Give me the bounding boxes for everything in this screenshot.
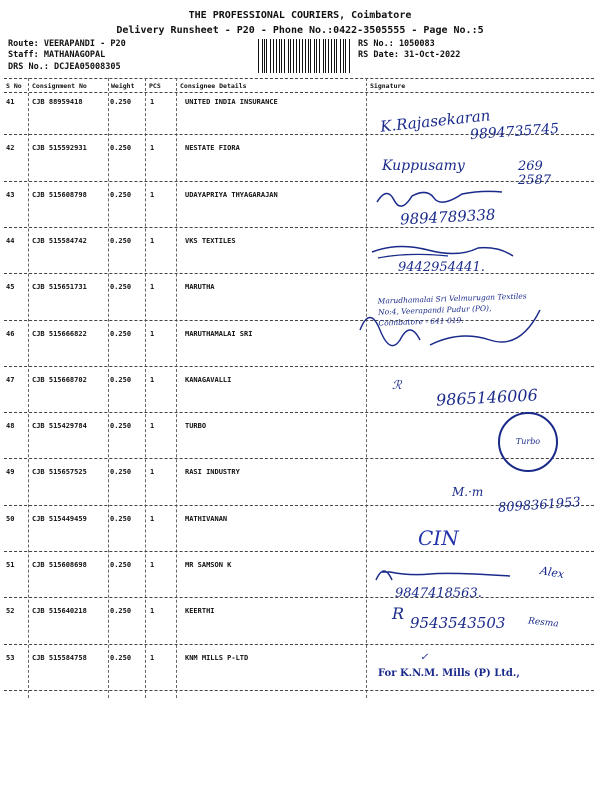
barcode-image xyxy=(258,39,350,73)
row-weight: 0.250 xyxy=(110,561,132,569)
barcode-bar xyxy=(284,39,285,73)
signature-41-phone: 9894735745 xyxy=(469,120,560,144)
row-consignment-no: CJB 515592931 xyxy=(32,144,87,153)
row-consignment-no: CJB 515657525 xyxy=(32,468,87,477)
row-divider xyxy=(4,366,594,367)
row-consignment-no: CJB 515584758 xyxy=(32,653,87,662)
row-weight: 0.250 xyxy=(110,283,132,292)
row-consignment-no: CJB 515668702 xyxy=(32,375,87,384)
row-sno: 53 xyxy=(6,653,15,662)
col-header-pcs: PCS xyxy=(149,82,161,90)
signature-50-text: CIN xyxy=(418,526,459,550)
row-consignee: KANAGAVALLI xyxy=(185,375,232,384)
row-divider xyxy=(4,551,594,552)
barcode-bar xyxy=(314,39,315,73)
company-title: THE PROFESSIONAL COURIERS, Coimbatore xyxy=(188,10,412,21)
col-header-consignee: Consignee Details xyxy=(180,82,247,90)
row-sno: 49 xyxy=(6,468,15,477)
signature-52-mark: R xyxy=(392,604,405,623)
row-pcs: 1 xyxy=(150,561,155,569)
row-pcs: 1 xyxy=(150,375,155,384)
signature-47-mark: ℛ xyxy=(392,378,402,392)
row-consignee: UNITED INDIA INSURANCE xyxy=(185,98,278,106)
row-consignee: TURBO xyxy=(185,422,207,431)
signature-51-scribble xyxy=(370,560,520,586)
row-consignment-no: CJB 515666822 xyxy=(32,329,87,338)
barcode-bar xyxy=(331,39,332,73)
col-header-sno: S No xyxy=(6,82,22,90)
row-consignee: MARUTHA xyxy=(185,283,215,292)
column-divider xyxy=(108,78,109,698)
row-pcs: 1 xyxy=(150,422,155,431)
barcode-bar xyxy=(266,39,267,73)
row-pcs: 1 xyxy=(150,468,155,477)
rs-date: RS Date: 31-Oct-2022 xyxy=(358,50,461,60)
row-weight: 0.250 xyxy=(110,468,132,477)
row-pcs: 1 xyxy=(150,329,155,338)
row-pcs: 1 xyxy=(150,144,155,153)
row-consignee: RASI INDUSTRY xyxy=(185,468,240,477)
row-divider xyxy=(4,412,594,413)
row-sno: 51 xyxy=(6,561,15,569)
barcode-bar xyxy=(319,39,320,73)
signature-43-phone: 9894789338 xyxy=(399,205,496,229)
row-consignment-no: CJB 515640218 xyxy=(32,607,87,616)
row-weight: 0.250 xyxy=(110,236,132,245)
signature-52-name: Resma xyxy=(527,616,560,630)
signature-46-scribble xyxy=(350,300,550,360)
row-consignee: VKS TEXTILES xyxy=(185,236,236,245)
barcode-bar xyxy=(273,39,274,73)
row-consignee: NESTATE FIORA xyxy=(185,144,240,153)
signature-44-scribble xyxy=(368,240,518,262)
signature-42-phone: 269 2587 xyxy=(518,159,552,188)
barcode-bar xyxy=(340,39,341,73)
row-weight: 0.250 xyxy=(110,422,132,431)
stamp-line: No:4, Veerapandi Pudur (PO), xyxy=(377,303,492,317)
row-divider xyxy=(4,644,594,645)
company-stamp-53: For K.N.M. Mills (P) Ltd., xyxy=(378,668,520,679)
column-divider xyxy=(366,78,367,698)
row-consignment-no: CJB 515608698 xyxy=(32,561,87,569)
row-consignment-no: CJB 515651731 xyxy=(32,283,87,292)
stamp-line: Marudhamalai Sri Velmurugan Textiles xyxy=(377,291,527,306)
row-consignment-no: CJB 88959418 xyxy=(32,98,83,106)
header-divider xyxy=(4,92,594,93)
barcode-bar xyxy=(328,39,329,73)
rs-number: RS No.: 1050083 xyxy=(358,39,435,49)
row-pcs: 1 xyxy=(150,283,155,292)
row-pcs: 1 xyxy=(150,98,155,106)
row-pcs: 1 xyxy=(150,607,155,616)
row-weight: 0.250 xyxy=(110,329,132,338)
row-sno: 44 xyxy=(6,236,15,245)
row-consignment-no: CJB 515449459 xyxy=(32,514,87,523)
row-weight: 0.250 xyxy=(110,514,132,523)
row-weight: 0.250 xyxy=(110,375,132,384)
row-pcs: 1 xyxy=(150,190,155,199)
col-header-consignment: Consignment No xyxy=(32,82,87,90)
row-sno: 42 xyxy=(6,144,15,153)
row-sno: 46 xyxy=(6,329,15,338)
signature-41-name: K.Rajasekaran xyxy=(379,106,492,136)
barcode-bar xyxy=(305,39,306,73)
row-consignment-no: CJB 515584742 xyxy=(32,236,87,245)
barcode-bar xyxy=(299,39,300,73)
signature-51-phone: 9847418563. xyxy=(395,586,482,601)
company-stamp-48: Turbo xyxy=(498,412,558,472)
column-divider xyxy=(145,78,146,698)
barcode-bar xyxy=(281,39,282,73)
barcode-bar xyxy=(258,39,259,73)
signature-49-phone: 8098361953 xyxy=(497,495,582,516)
runsheet-subtitle: Delivery Runsheet - P20 - Phone No.:0422-3505555 - Page No.:5 xyxy=(116,25,484,36)
barcode-bar xyxy=(345,39,346,73)
signature-49-mark: M.·m xyxy=(452,485,484,499)
col-header-signature: Signature xyxy=(370,82,406,90)
row-consignment-no: CJB 515608798 xyxy=(32,190,87,199)
stamp-line: Coimbatore - 641 019. xyxy=(378,315,464,328)
row-divider xyxy=(4,690,594,691)
column-divider xyxy=(176,78,177,698)
row-pcs: 1 xyxy=(150,236,155,245)
row-divider xyxy=(4,227,594,228)
signature-44-phone: 9442954441. xyxy=(398,260,485,275)
row-sno: 45 xyxy=(6,283,15,292)
row-sno: 41 xyxy=(6,98,15,106)
drs-number: DRS No.: DCJEA05008305 xyxy=(8,62,121,72)
row-consignee: KEERTHI xyxy=(185,607,215,616)
row-weight: 0.250 xyxy=(110,144,132,153)
signature-53-mark: ✓ xyxy=(420,652,429,663)
route-label: Route: VEERAPANDI - P20 xyxy=(8,39,126,49)
table-top-border xyxy=(4,78,594,79)
row-consignee: UDAYAPRIYA THYAGARAJAN xyxy=(185,190,278,199)
row-sno: 47 xyxy=(6,375,15,384)
row-consignee: MARUTHAMALAI SRI xyxy=(185,329,253,338)
row-sno: 52 xyxy=(6,607,15,616)
row-divider xyxy=(4,273,594,274)
signature-52-phone: 9543543503 xyxy=(410,614,506,632)
staff-label: Staff: MATHANAGOPAL xyxy=(8,50,106,60)
col-header-weight: Weight xyxy=(111,82,135,90)
row-sno: 50 xyxy=(6,514,15,523)
signature-51-name: Alex xyxy=(539,563,566,582)
row-divider xyxy=(4,597,594,598)
row-consignee: MATHIVANAN xyxy=(185,514,228,523)
row-weight: 0.250 xyxy=(110,607,132,616)
row-sno: 48 xyxy=(6,422,15,431)
row-divider xyxy=(4,181,594,182)
row-consignee: MR SAMSON K xyxy=(185,561,232,569)
barcode-bar xyxy=(293,39,294,73)
row-consignment-no: CJB 515429784 xyxy=(32,422,87,431)
row-weight: 0.250 xyxy=(110,190,132,199)
row-pcs: 1 xyxy=(150,653,155,662)
row-weight: 0.250 xyxy=(110,653,132,662)
row-pcs: 1 xyxy=(150,514,155,523)
signature-47-phone: 9865146006 xyxy=(435,385,539,410)
row-consignee: KNM MILLS P-LTD xyxy=(185,653,249,662)
signature-42-text: Kuppusamy xyxy=(382,158,465,174)
row-sno: 43 xyxy=(6,190,15,199)
column-divider xyxy=(28,78,29,698)
row-weight: 0.250 xyxy=(110,98,132,106)
